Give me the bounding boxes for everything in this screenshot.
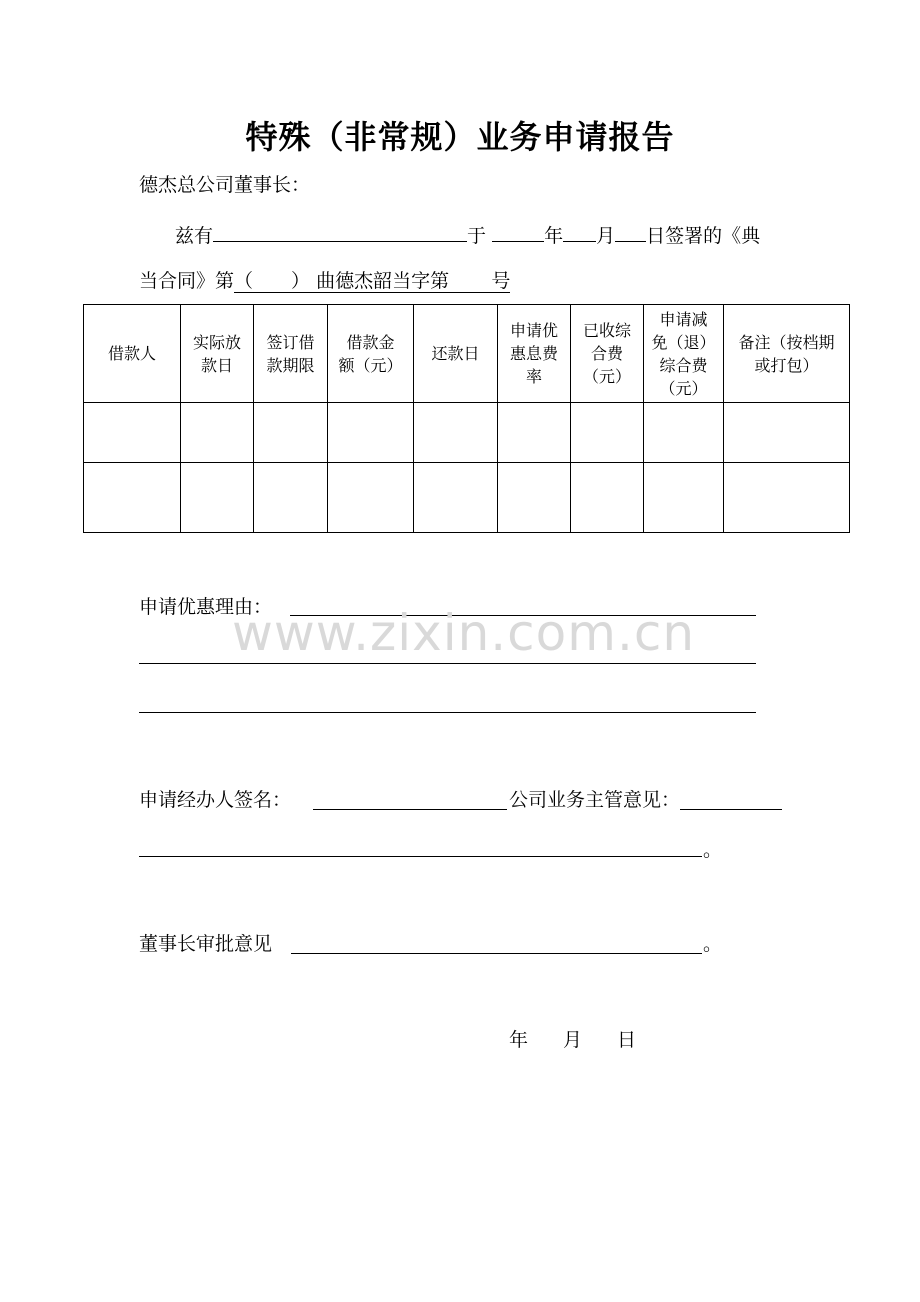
header-borrower: 借款人 — [84, 305, 181, 403]
table-cell[interactable] — [414, 463, 498, 533]
supervisor-opinion-line-2[interactable] — [139, 856, 702, 857]
header-loan-amount: 借款金 额（元） — [328, 305, 414, 403]
header-fees-collected: 已收综 合费 （元） — [571, 305, 644, 403]
table-cell[interactable] — [414, 403, 498, 463]
table-cell[interactable] — [328, 403, 414, 463]
para1-day-sign: 日签署的《典 — [646, 225, 761, 247]
contract-paren: （ ） — [234, 270, 311, 292]
day-blank[interactable] — [615, 221, 646, 242]
table-cell[interactable] — [724, 403, 850, 463]
table-cell[interactable] — [84, 463, 181, 533]
reason-line-2[interactable] — [139, 663, 756, 664]
table-cell[interactable] — [644, 463, 724, 533]
handler-signature-line[interactable] — [313, 809, 507, 810]
table-cell[interactable] — [724, 463, 850, 533]
table-cell[interactable] — [84, 403, 181, 463]
table-cell[interactable] — [498, 463, 571, 533]
table-cell[interactable] — [181, 463, 254, 533]
table-cell[interactable] — [644, 403, 724, 463]
watermark: www.zixin.com.cn — [232, 604, 696, 662]
header-actual-loan-date: 实际放 款日 — [181, 305, 254, 403]
table-cell[interactable] — [571, 403, 644, 463]
paragraph-line-1 — [175, 221, 760, 248]
date-year: 年 — [509, 1029, 529, 1051]
date-month: 月 — [563, 1029, 583, 1051]
para1-prefix: 兹有 — [175, 225, 214, 247]
para1-yu: 于 — [467, 225, 487, 247]
supervisor-label: 公司业务主管意见： — [509, 789, 681, 811]
date-day: 日 — [617, 1029, 637, 1051]
document-title: 特殊（非常规）业务申请报告 — [245, 118, 675, 156]
handler-label: 申请经办人签名： — [139, 789, 292, 811]
chairman-label: 董事长审批意见 — [139, 933, 273, 955]
chairman-opinion-line[interactable] — [291, 953, 702, 954]
contract-number-text: 曲德杰韶当字第 — [316, 270, 450, 292]
para1-year: 年 — [544, 225, 564, 247]
table-header-row — [84, 305, 850, 403]
header-discount-rate: 申请优 惠息费 率 — [498, 305, 571, 403]
salutation: 德杰总公司董事长： — [139, 174, 311, 196]
header-repayment-date: 还款日 — [414, 305, 498, 403]
contract-number[interactable] — [234, 270, 510, 293]
reason-label: 申请优惠理由： — [139, 596, 273, 618]
para2-start: 当合同》第 — [139, 270, 235, 292]
table-cell[interactable] — [254, 463, 328, 533]
table-row — [84, 403, 850, 463]
table-cell[interactable] — [254, 403, 328, 463]
reason-line-3[interactable] — [139, 712, 756, 713]
header-fee-waiver: 申请减 免（退） 综合费 （元） — [644, 305, 724, 403]
period-1: 。 — [703, 839, 723, 861]
table-cell[interactable] — [181, 403, 254, 463]
paragraph-line-2 — [139, 269, 510, 293]
table-cell[interactable] — [498, 403, 571, 463]
table-row — [84, 463, 850, 533]
period-2: 。 — [703, 933, 723, 955]
contract-hao: 号 — [491, 270, 511, 292]
month-blank[interactable] — [563, 221, 596, 242]
header-loan-term: 签订借 款期限 — [254, 305, 328, 403]
header-remarks: 备注（按档期 或打包） — [724, 305, 850, 403]
borrower-blank[interactable] — [213, 221, 467, 242]
table-cell[interactable] — [328, 463, 414, 533]
year-blank[interactable] — [492, 221, 544, 242]
supervisor-opinion-line[interactable] — [680, 809, 782, 810]
para1-month: 月 — [596, 225, 616, 247]
loan-table — [83, 304, 850, 533]
table-cell[interactable] — [571, 463, 644, 533]
